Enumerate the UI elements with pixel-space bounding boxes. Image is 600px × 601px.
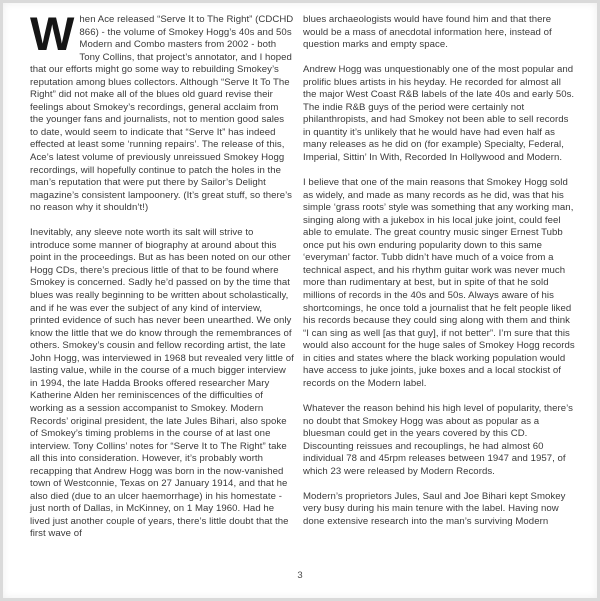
paragraph: Inevitably, any sleeve note worth its salt will strive to introduce some manner of biography at around about this point in the proceedings. But as has been noted on our other Hogg CDs, there’s precious little of that to be found where Smokey is concerned. Sadly he’d passed on by the time that blues was really beginning to be written about scholastically, and if he was ever the subject of any kind of interview, printed evidence of such has never been unearthed. We only know the little that we do know through the remembrances of others. Smokey’s cousin and fellow recording artist, the late John Hogg, was interviewed in 1968 but revealed very little of lasting value, while in the course of a much bigger interview in 1994, the late Hadda Brooks offered researcher Mary Katherine Alden her reminiscences of the difficulties of working as a session accompanist to Smokey. Modern Records’ original president, the late Jules Bihari, also spoke of Smokey’s timing problems in the course of at last one interview. Tony Collins’ notes for “Serve It to The Right” take all this into consideration. However, it’s probably worth recapping that Andrew Hogg was born in the now-vanished town of Westconnie, Texas on 27 January 1914, and that he also died (due to an ulcer haemorrhage) in his homestate - just north of Dallas, in McKinney, on 1 May 1960. Had he lived just another couple of years, there’s little doubt that the first wave of — [30, 227, 294, 540]
right-column — [303, 14, 575, 528]
paragraph — [30, 7, 294, 215]
dropcap-letter: W — [30, 7, 75, 60]
paragraph: Andrew Hogg was unquestionably one of the most popular and prolific blues artists in his heyday. He recorded for almost all the major West Coast R&B labels of the late 40s and early 50s. The indie R&B guys of the period were certainly not philanthropists, and had Smokey not been able to sell records in quantity it’s unlikely that he would have had even half as many releases as he did on (for example) Specialty, Federal, Imperial, Sittin’ In With, Recorded In Hollywood and Modern. — [303, 64, 575, 164]
paragraph-text: hen Ace released “Serve It to The Right” (CDCHD 866) - the volume of Smokey Hogg’s 40s and 50s Modern and Combo masters from 2002 - both Tony Collins, that project’s annotator, and I hoped that our efforts might go some way to rebuilding Smokey’s reputation among blues collectors. Although “Serve It To The Right” did not make all of the blues old guard revise their feelings about Smokey’s recordings, general acclaim from the younger fans and journalists, not to mention good sales to date, would seem to indicate that “Serve It” has indeed effected at least some ‘running repairs’. The release of this, Ace’s latest volume of previously unreissued Smokey Hogg recordings, will hopefully continue to patch the holes in the man’s reputation that were put there by Sailor’s Delight magazine’s consistent lampoonery. (It’s great stuff, so there’s no reason why it shouldn’t!) — [30, 14, 294, 214]
paragraph: I believe that one of the main reasons that Smokey Hogg sold as widely, and made as many records as he did, was that his simple ‘grass roots’ style was something that any working man, singing along with a jukebox in his local juke joint, could feel able to emulate. The great country music singer Ernest Tubb once put his own enduring popularity down to this same ‘everyman’ factor. Tubb didn’t have much of a voice from a technical aspect, and his rhythm guitar work was never much more than rudimentary at best, but in spite of that he sold millions of records in the 40s and 50s. Always aware of his shortcomings, he once told a journalist that he felt people liked his records because they could sing along with them and think “I can sing as well [as that guy], if not better”. I’m sure that this would also account for the huge sales of Smokey Hogg records in cities and states where the black working population would have access to juke joints, juke boxes and a local stockist of records on the Modern label. — [303, 177, 575, 389]
paragraph: blues archaeologists would have found him and that there would be a mass of anecdotal information here, instead of question marks and empty space. — [303, 14, 552, 51]
left-column — [30, 7, 294, 541]
page-number: 3 — [297, 570, 303, 581]
paragraph: Modern’s proprietors Jules, Saul and Joe Bihari kept Smokey very busy during his main tenure with the label. Having now done extensive research into the man’s surviving Modern — [303, 490, 566, 527]
paragraph: Whatever the reason behind his high level of popularity, there’s no doubt that Smokey Hogg was about as popular as a bluesman could get in the years covered by this CD. Discounting reissues and recouplings, he had almost 60 individual 78 and 45rpm releases between 1947 and 1957, of which 23 were released by Modern Records. — [303, 402, 574, 477]
